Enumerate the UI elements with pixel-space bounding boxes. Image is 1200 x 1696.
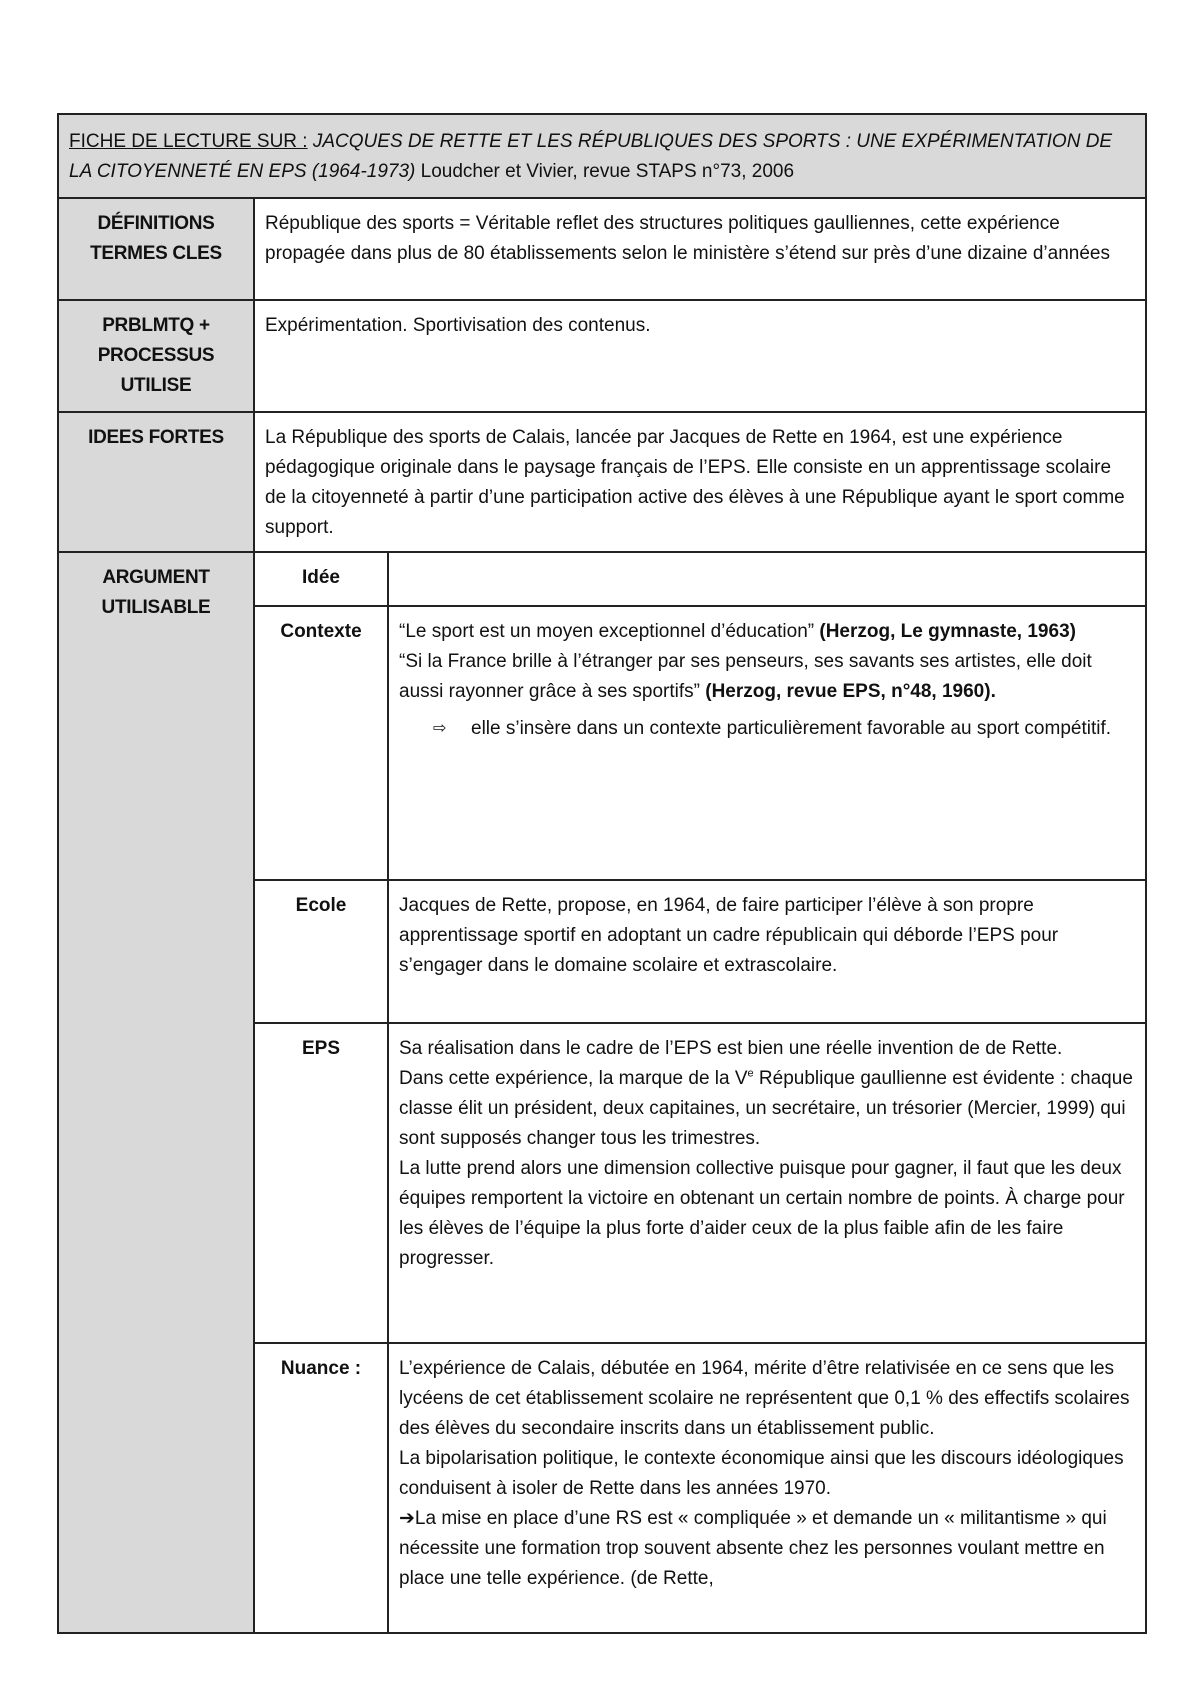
contexte-label: Contexte [255, 607, 389, 879]
ecole-text: Jacques de Rette, propose, en 1964, de faire participer l’élève à son propre apprentissage sportif en adoptant un cadre républicain qui déborde l’EPS pour s’engager dans le domaine scolaire et extrascolaire. [399, 895, 1059, 976]
nuance-text [389, 1344, 1145, 1632]
eps-paragraph-2b: République gaullienne est évidente : chaque classe élit un président, deux capitaines, un secrétaire, un trésorier (Mercier, 1999) qui sont supposés changer tous les trimestres. [399, 1068, 1133, 1149]
idee-label: Idée [255, 553, 389, 605]
title-text: JACQUES DE RETTE ET LES RÉPUBLIQUES DES SPORTS : UNE EXPÉRIMENTATION DE LA CITOYENNETÉ EN EPS (1964-1973) [69, 131, 1113, 182]
contexte-ref-2: (Herzog, revue EPS, n°48, 1960). [705, 681, 996, 702]
ecole-row [255, 879, 1145, 1022]
idees-row [59, 411, 1145, 551]
contexte-bullet [433, 711, 1135, 747]
arrow-right-icon: ⇨ [433, 720, 447, 737]
eps-paragraph-3: La lutte prend alors une dimension collective puisque pour gagner, il faut que les deux équipes remportent la victoire en obtenant un certain nombre de points. À charge pour les élèves de l’équipe la plus forte d’aider ceux de la plus faible afin de les faire progresser. [399, 1158, 1125, 1269]
idees-label: IDEES FORTES [59, 413, 255, 551]
contexte-text [389, 607, 1145, 879]
definitions-text: République des sports = Véritable reflet des structures politiques gaulliennes, cette expérience propagée dans plus de 80 établissements selon le ministère s’étend sur près d’une dizaine d’années [265, 213, 1110, 264]
arrow-bold-icon: ➔ [399, 1508, 415, 1529]
eps-paragraph-2 [399, 1064, 1135, 1154]
title-source: Loudcher et Vivier, revue STAPS n°73, 2006 [420, 161, 795, 182]
eps-paragraph-2a: Dans cette expérience, la marque de la V [399, 1068, 748, 1089]
nuance-paragraph-3-text: La mise en place d’une RS est « compliquée » et demande un « militantisme » qui nécessite une formation trop souvent absente chez les personnes voulant mettre en place une telle expérience. (de Rette, [399, 1508, 1107, 1589]
nuance-paragraph-3 [399, 1504, 1135, 1594]
header-row [59, 115, 1145, 197]
idee-text [389, 553, 1145, 605]
title-prefix: FICHE DE LECTURE SUR : [69, 131, 308, 152]
problematique-row [59, 299, 1145, 411]
nuance-paragraph-1: L’expérience de Calais, débutée en 1964, mérite d’être relativisée en ce sens que les lycéens de cet établissement scolaire ne représentent que 0,1 % des effectifs scolaires des élèves du secondaire inscrits dans un établissement public. [399, 1358, 1130, 1439]
reading-sheet-table [57, 113, 1147, 1634]
eps-paragraph-1: Sa réalisation dans le cadre de l’EPS est bien une réelle invention de de Rette. [399, 1038, 1063, 1059]
argument-subtable [255, 553, 1145, 1632]
contexte-ref-1: (Herzog, Le gymnaste, 1963) [819, 621, 1076, 642]
eps-superscript: e [747, 1067, 754, 1080]
contexte-quote-1: “Le sport est un moyen exceptionnel d’éducation” [399, 621, 815, 642]
problematique-label: PRBLMTQ + PROCESSUS UTILISE [59, 301, 255, 411]
problematique-text: Expérimentation. Sportivisation des contenus. [265, 315, 651, 336]
definitions-label: DÉFINITIONS TERMES CLES [59, 199, 255, 299]
nuance-row [255, 1342, 1145, 1632]
nuance-paragraph-2: La bipolarisation politique, le contexte économique ainsi que les discours idéologiques conduisent à isoler de Rette dans les années 1970. [399, 1448, 1124, 1499]
contexte-bullet-text: elle s’insère dans un contexte particulièrement favorable au sport compétitif. [471, 718, 1112, 739]
argument-row [59, 551, 1145, 1632]
nuance-label: Nuance : [255, 1344, 389, 1632]
contexte-quote-2: “Si la France brille à l’étranger par ses penseurs, ses savants ses artistes, elle doit aussi rayonner grâce à ses sportifs” [399, 651, 1092, 702]
contexte-row [255, 605, 1145, 879]
eps-text [389, 1024, 1145, 1342]
eps-row [255, 1022, 1145, 1342]
eps-label: EPS [255, 1024, 389, 1342]
ecole-label: Ecole [255, 881, 389, 1022]
idee-row [255, 553, 1145, 605]
idees-text: La République des sports de Calais, lancée par Jacques de Rette en 1964, est une expérience pédagogique originale dans le paysage français de l’EPS. Elle consiste en un apprentissage scolaire de la citoyenneté à partir d’une participation active des élèves à une République ayant le sport comme support. [265, 427, 1125, 538]
definitions-row [59, 197, 1145, 299]
argument-label: ARGUMENT UTILISABLE [59, 553, 255, 1632]
sheet-title [59, 115, 1145, 197]
